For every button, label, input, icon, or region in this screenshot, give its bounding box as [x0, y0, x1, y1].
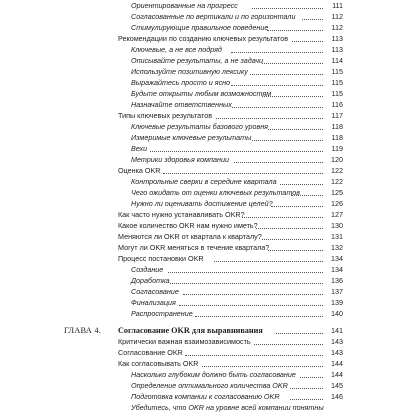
toc-row — [0, 132, 420, 143]
toc-entry-text: Описывайте результаты, а не задачи — [131, 56, 263, 65]
toc-page-number: 134 — [331, 265, 343, 274]
toc-page-number: 112 — [331, 23, 343, 32]
toc-entry-text: Оценка OKR — [118, 166, 161, 175]
toc-entry-text: Ключевые результаты базового уровня — [131, 122, 268, 131]
toc-entry-text: Рекомендации по созданию ключевых результатов — [118, 34, 289, 43]
leader-dots — [216, 118, 323, 119]
toc-entry-text: Насколько глубоким должно быть согласование — [131, 370, 296, 379]
toc-row — [0, 308, 420, 319]
toc-page-number: 120 — [331, 155, 343, 164]
toc-entry-text: Будьте открыты любым возможностям — [131, 89, 272, 98]
toc-row — [0, 143, 420, 154]
toc-entry-text: Чего ожидать от оценки ключевых результатов — [131, 188, 301, 197]
leader-dots — [232, 107, 323, 108]
toc-row — [0, 253, 420, 264]
toc-row — [0, 44, 420, 55]
toc-entry-text: Согласованные по вертикали и по горизонтали — [131, 12, 296, 21]
leader-dots — [256, 228, 323, 229]
toc-row — [0, 391, 420, 402]
leader-dots — [252, 140, 323, 141]
toc-row — [0, 402, 420, 413]
leader-dots — [150, 151, 323, 152]
toc-page-number: 131 — [331, 232, 343, 241]
leader-dots — [195, 316, 323, 317]
toc-page-number: 115 — [331, 67, 343, 76]
toc-row — [0, 347, 420, 358]
toc-entry-text: Как согласовывать OKR — [118, 359, 199, 368]
toc-row — [0, 369, 420, 380]
chapter-heading-row — [0, 325, 420, 336]
toc-page-number: 139 — [331, 298, 343, 307]
toc-page-number: 122 — [331, 177, 343, 186]
toc-entry-text: Используйте позитивную лексику — [131, 67, 248, 76]
leader-dots — [267, 30, 323, 31]
leader-dots — [290, 399, 323, 400]
leader-dots — [252, 8, 323, 9]
toc-entry-text: Распространение — [131, 309, 193, 318]
toc-page-number: 146 — [331, 392, 343, 401]
toc-row — [0, 55, 420, 66]
leader-dots — [271, 206, 323, 207]
toc-row — [0, 33, 420, 44]
toc-page-number: 144 — [331, 370, 343, 379]
leader-dots — [170, 283, 323, 284]
toc-entry-text: Согласование OKR — [118, 348, 183, 357]
toc-page-number: 130 — [331, 221, 343, 230]
toc-entry-text: Могут ли OKR меняться в течение квартала? — [118, 243, 270, 252]
toc-page-number: 116 — [331, 100, 343, 109]
toc-row — [0, 198, 420, 209]
toc-page-number: 132 — [331, 243, 343, 252]
toc-page-number: 126 — [331, 199, 343, 208]
leader-dots — [231, 85, 323, 86]
toc-entry-text: Контрольные сверки в середине квартала — [131, 177, 277, 186]
toc-page-number: 137 — [331, 287, 343, 296]
toc-page-number: 140 — [331, 309, 343, 318]
leader-dots — [234, 162, 323, 163]
toc-row — [0, 0, 420, 11]
toc-entry-text: Какое количество OKR нам нужно иметь? — [118, 221, 258, 230]
toc-entry-text: Измеримые ключевые результаты — [131, 133, 252, 142]
toc-page-number: 117 — [331, 111, 343, 120]
toc-entry-text: Согласование — [131, 287, 179, 296]
leader-dots — [168, 272, 323, 273]
toc-entry-text: Доработка — [131, 276, 170, 285]
toc-entry-text: Финализация — [131, 298, 176, 307]
leader-dots — [183, 294, 323, 295]
toc-row — [0, 154, 420, 165]
toc-row — [0, 176, 420, 187]
toc-row — [0, 209, 420, 220]
toc-page-number: 113 — [331, 45, 343, 54]
toc-entry-text: Назначайте ответственных — [131, 100, 232, 109]
toc-row — [0, 165, 420, 176]
toc-row — [0, 231, 420, 242]
toc-row — [0, 121, 420, 132]
toc-entry-text: Метрики здоровья компании — [131, 155, 230, 164]
toc-row — [0, 380, 420, 391]
leader-dots — [268, 250, 323, 251]
toc-row — [0, 336, 420, 347]
toc-row — [0, 297, 420, 308]
toc-row — [0, 110, 420, 121]
toc-page-number: 114 — [331, 56, 343, 65]
toc-page-number: 144 — [331, 359, 343, 368]
toc-row — [0, 358, 420, 369]
leader-dots — [262, 96, 323, 97]
leader-dots — [302, 19, 323, 20]
toc-entry-text: Как часто нужно устанавливать OKR? — [118, 210, 245, 219]
toc-row — [0, 286, 420, 297]
leader-dots — [268, 129, 323, 130]
toc-page-number: 115 — [331, 89, 343, 98]
leader-dots — [163, 173, 323, 174]
leader-dots — [185, 355, 323, 356]
toc-page-number: 127 — [331, 210, 343, 219]
toc-row — [0, 66, 420, 77]
toc-row — [0, 99, 420, 110]
toc-entry-text: Типы ключевых результатов — [118, 111, 213, 120]
leader-dots — [262, 63, 323, 64]
leader-dots — [231, 52, 323, 53]
toc-entry-text: Меняются ли OKR от квартала к кварталу? — [118, 232, 262, 241]
toc-entry-text: Выражайтесь просто и ясно — [131, 78, 231, 87]
chapter-title: Согласование OKR для выравнивания — [118, 326, 263, 335]
toc-entry-text: Убедитесь, что OKR на уровне всей компании понятны — [131, 403, 324, 412]
toc-entry-text: Подготовка компании к согласованию OKR — [131, 392, 280, 401]
toc-entry-text: Процесс постановки OKR — [118, 254, 204, 263]
leader-dots — [276, 333, 323, 334]
leader-dots — [214, 261, 323, 262]
leader-dots — [179, 305, 323, 306]
toc-row — [0, 11, 420, 22]
toc-entry-text: Определение оптимального количества OKR — [131, 381, 288, 390]
leader-dots — [242, 217, 323, 218]
toc-row — [0, 88, 420, 99]
leader-dots — [280, 184, 323, 185]
leader-dots — [202, 366, 323, 367]
toc-entry-text: Нужно ли оценивать достижение целей? — [131, 199, 273, 208]
leader-dots — [250, 74, 323, 75]
toc-page-number: 143 — [331, 337, 343, 346]
toc-row — [0, 242, 420, 253]
leader-dots — [262, 239, 323, 240]
toc-row — [0, 264, 420, 275]
chapter-label: ГЛАВА 4. — [64, 326, 102, 335]
leader-dots — [300, 377, 323, 378]
leader-dots — [292, 41, 323, 42]
toc-entry-text: Стимулирующие правильное поведение — [131, 23, 269, 32]
toc-entry-text: Вехи — [131, 144, 148, 153]
toc-row — [0, 187, 420, 198]
toc-page-number: 118 — [331, 122, 343, 131]
toc-page-number: 113 — [331, 34, 343, 43]
toc-page-number: 119 — [331, 144, 343, 153]
leader-dots — [254, 344, 323, 345]
toc-entry-text: Создание — [131, 265, 164, 274]
toc-page-number: 122 — [331, 166, 343, 175]
toc-row — [0, 220, 420, 231]
toc-page-number: 134 — [331, 254, 343, 263]
toc-row — [0, 77, 420, 88]
toc-entry-text: Критически важная взаимозависимость — [118, 337, 251, 346]
toc-page-number: 143 — [331, 348, 343, 357]
leader-dots — [290, 388, 323, 389]
toc-page-number: 136 — [331, 276, 343, 285]
toc-page-number: 115 — [331, 78, 343, 87]
toc-row — [0, 275, 420, 286]
toc-entry-text: Ключевые, а не все подряд — [131, 45, 222, 54]
leader-dots — [291, 195, 323, 196]
toc-row — [0, 22, 420, 33]
toc-page-number: 112 — [331, 12, 343, 21]
toc-entry-text: Ориентированные на прогресс — [131, 1, 238, 10]
toc-page-number: 118 — [331, 133, 343, 142]
chapter-page-number: 141 — [331, 326, 343, 335]
toc-page-number: 125 — [331, 188, 343, 197]
toc-page-number: 111 — [332, 1, 343, 10]
toc-page-number: 145 — [331, 381, 343, 390]
